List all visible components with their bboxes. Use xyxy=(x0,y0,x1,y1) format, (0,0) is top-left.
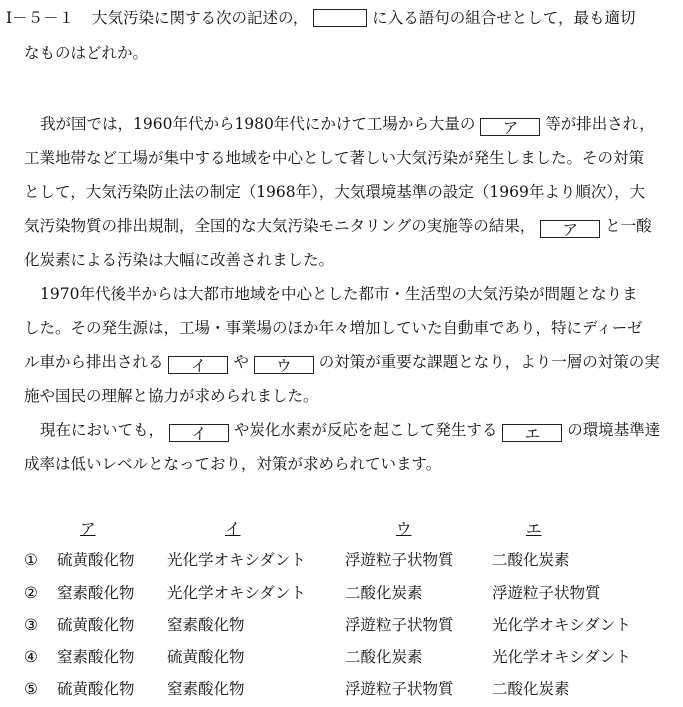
blank-b: イ xyxy=(168,356,228,374)
passage-text: 現在においても， xyxy=(40,421,165,439)
passage-text: 気汚染物質の排出規制，全国的な大気汚染モニタリングの実施等の結果， xyxy=(24,217,536,235)
passage-line: 1970年代後半からは大都市地域を中心とした都市・生活型の大気汚染が問題となりま xyxy=(40,285,638,303)
passage-text: の対策が重要な課題となり，より一層の対策の実 xyxy=(318,353,660,371)
option-number: ② xyxy=(24,584,38,602)
blank-a: ア xyxy=(480,118,540,136)
option-a: 窒素酸化物 xyxy=(57,584,135,602)
passage-line: 工業地帯など工場が集中する地域を中心として著しい大気汚染が発生しました。その対策 xyxy=(24,149,645,167)
passage-line xyxy=(24,352,660,374)
option-number: ④ xyxy=(24,648,38,666)
option-number: ③ xyxy=(24,616,38,634)
passage-text: の環境基準達 xyxy=(567,421,661,439)
passage-line: 成率は低いレベルとなっており，対策が求められています。 xyxy=(24,455,442,473)
option-c: 浮遊粒子状物質 xyxy=(345,551,454,569)
option-a: 硫黄酸化物 xyxy=(57,616,135,634)
option-d: 二酸化炭素 xyxy=(492,551,570,569)
option-b: 窒素酸化物 xyxy=(167,680,245,698)
passage-text: や xyxy=(233,353,249,371)
option-a: 窒素酸化物 xyxy=(57,648,135,666)
passage-text: や炭化水素が反応を起こして発生する xyxy=(233,421,498,439)
stem-text-1: 大気汚染に関する次の記述の， xyxy=(92,9,309,27)
blank-d: エ xyxy=(502,424,562,442)
stem-text-2: に入る語句の組合せとして，最も適切 xyxy=(372,9,636,27)
column-header-b: イ xyxy=(225,520,241,538)
column-header-a: ア xyxy=(80,520,96,538)
option-d: 浮遊粒子状物質 xyxy=(492,584,601,602)
option-b: 光化学オキシダント xyxy=(167,584,306,602)
option-c: 二酸化炭素 xyxy=(345,584,423,602)
option-b: 窒素酸化物 xyxy=(167,616,245,634)
passage-line: した。その発生源は，工場・事業場のほか年々増加していた自動車であり，特にディーゼ xyxy=(24,319,643,337)
blank-c: ウ xyxy=(254,356,314,374)
option-a: 硫黄酸化物 xyxy=(57,680,135,698)
option-b: 硫黄酸化物 xyxy=(167,648,245,666)
stem-text-3: なものはどれか。 xyxy=(24,44,149,62)
passage-text: 等が排出され， xyxy=(545,115,655,133)
option-b: 光化学オキシダント xyxy=(167,551,306,569)
option-c: 浮遊粒子状物質 xyxy=(345,680,454,698)
passage-line xyxy=(40,420,660,442)
passage-text: と一酸 xyxy=(605,217,652,235)
empty-blank-box xyxy=(313,9,367,27)
passage-line xyxy=(24,216,652,238)
option-c: 浮遊粒子状物質 xyxy=(345,616,454,634)
passage-line xyxy=(40,114,655,136)
passage-line: 化炭素による汚染は大幅に改善されました。 xyxy=(24,251,335,269)
blank-a: ア xyxy=(540,220,600,238)
option-c: 二酸化炭素 xyxy=(345,648,423,666)
option-number: ⑤ xyxy=(24,680,38,698)
passage-line: 施や国民の理解と協力が求められました。 xyxy=(24,387,319,405)
question-stem xyxy=(6,8,635,28)
blank-b: イ xyxy=(169,424,229,442)
option-a: 硫黄酸化物 xyxy=(57,551,135,569)
passage-text: 我が国では，1960年代から1980年代にかけて工場から大量の xyxy=(40,115,476,133)
column-header-c: ウ xyxy=(396,520,412,538)
option-number: ① xyxy=(24,551,38,569)
column-header-d: エ xyxy=(526,520,542,538)
question-number: Ⅰ－５－１ xyxy=(6,9,75,27)
passage-line: として，大気汚染防止法の制定（1968年），大気環境基準の設定（1969年より順次），大 xyxy=(24,183,646,201)
option-d: 光化学オキシダント xyxy=(492,648,631,666)
passage-text: ル車から排出される xyxy=(24,353,164,371)
option-d: 光化学オキシダント xyxy=(492,616,631,634)
option-d: 二酸化炭素 xyxy=(492,680,570,698)
